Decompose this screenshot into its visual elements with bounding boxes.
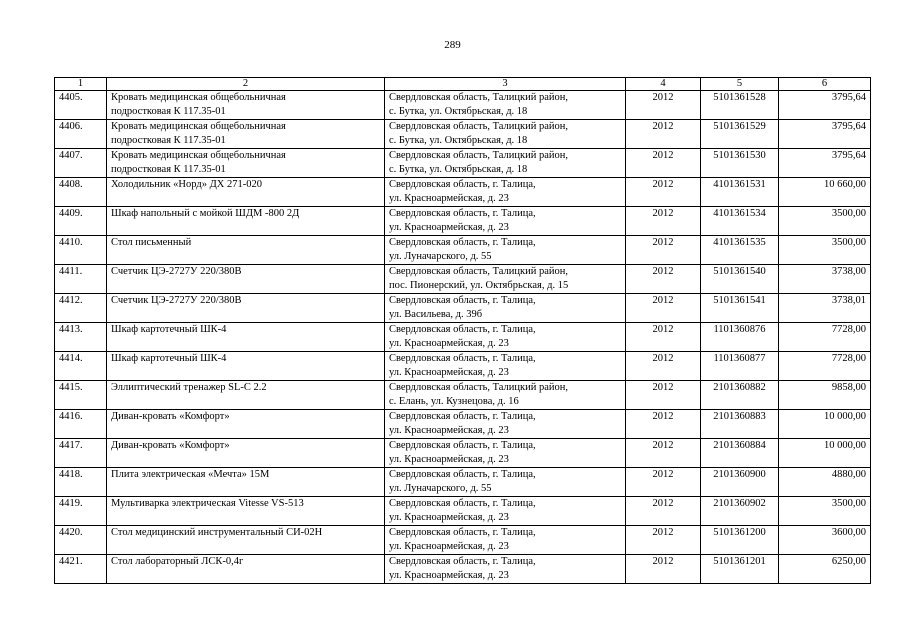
item-inventory-code-cell: 5101361530 [701,149,779,178]
item-address-cell-line: Свердловская область, г. Талица, [389,498,536,509]
item-name-cell-line: Стол письменный [111,237,192,248]
item-name-cell-line: Мультиварка электрическая Vitesse VS-513 [111,498,304,509]
item-number-cell: 4419. [55,497,107,526]
item-year-cell: 2012 [626,120,701,149]
item-address-cell [385,555,626,584]
item-name-cell [107,439,385,468]
item-address-cell-line: с. Елань, ул. Кузнецова, д. 16 [389,396,519,407]
item-inventory-code-cell: 5101361540 [701,265,779,294]
item-name-cell [107,410,385,439]
item-name-cell-line: Кровать медицинская общебольничная [111,121,286,132]
table-row [55,120,871,149]
item-name-cell-line: Кровать медицинская общебольничная [111,92,286,103]
item-name-cell-line: подростковая К 117.35-01 [111,164,226,175]
item-name-cell [107,381,385,410]
item-address-cell [385,323,626,352]
item-name-cell-line: Шкаф картотечный ШК-4 [111,324,227,335]
item-inventory-code-cell: 5101361200 [701,526,779,555]
item-name-cell-line: Шкаф картотечный ШК-4 [111,353,227,364]
item-number-cell: 4408. [55,178,107,207]
item-name-cell [107,265,385,294]
item-number-cell: 4410. [55,236,107,265]
item-year-cell: 2012 [626,526,701,555]
item-inventory-code-cell: 2101360882 [701,381,779,410]
item-number-cell: 4416. [55,410,107,439]
table-row [55,91,871,120]
item-address-cell-line: ул. Красноармейская, д. 23 [389,338,509,349]
item-address-cell-line: ул. Красноармейская, д. 23 [389,570,509,581]
item-year-cell: 2012 [626,323,701,352]
item-address-cell-line: с. Бутка, ул. Октябрьская, д. 18 [389,164,528,175]
item-address-cell [385,294,626,323]
item-address-cell-line: Свердловская область, Талицкий район, [389,92,569,103]
item-inventory-code-cell: 4101361535 [701,236,779,265]
item-address-cell-line: Свердловская область, г. Талица, [389,440,536,451]
item-name-cell [107,178,385,207]
item-year-cell: 2012 [626,294,701,323]
item-address-cell [385,410,626,439]
item-name-cell-line: Холодильник «Норд» ДХ 271-020 [111,179,262,190]
item-cost-cell: 7728,00 [779,323,871,352]
item-inventory-code-cell: 2101360900 [701,468,779,497]
item-address-cell-line: ул. Васильева, д. 39б [389,309,483,320]
property-registry-table [54,77,871,584]
item-inventory-code-cell: 2101360902 [701,497,779,526]
item-year-cell: 2012 [626,149,701,178]
item-year-cell: 2012 [626,468,701,497]
item-address-cell-line: Свердловская область, Талицкий район, [389,266,569,277]
table-row [55,439,871,468]
item-number-cell: 4411. [55,265,107,294]
item-name-cell [107,323,385,352]
item-number-cell: 4409. [55,207,107,236]
item-cost-cell: 3500,00 [779,497,871,526]
item-address-cell-line: ул. Луначарского, д. 55 [389,483,492,494]
item-number-cell: 4406. [55,120,107,149]
item-cost-cell: 9858,00 [779,381,871,410]
item-inventory-code-cell: 1101360877 [701,352,779,381]
item-number-cell: 4420. [55,526,107,555]
item-address-cell-line: ул. Красноармейская, д. 23 [389,222,509,233]
item-address-cell-line: Свердловская область, г. Талица, [389,469,536,480]
item-number-cell: 4417. [55,439,107,468]
item-address-cell-line: с. Бутка, ул. Октябрьская, д. 18 [389,106,528,117]
item-name-cell-line: Шкаф напольный с мойкой ШДМ -800 2Д [111,208,300,219]
item-number-cell: 4407. [55,149,107,178]
item-name-cell [107,149,385,178]
item-name-cell-line: Диван-кровать «Комфорт» [111,411,230,422]
item-address-cell-line: ул. Красноармейская, д. 23 [389,541,509,552]
item-year-cell: 2012 [626,236,701,265]
item-year-cell: 2012 [626,555,701,584]
item-name-cell [107,236,385,265]
item-number-cell: 4405. [55,91,107,120]
item-address-cell-line: Свердловская область, Талицкий район, [389,150,569,161]
item-address-cell-line: Свердловская область, г. Талица, [389,324,536,335]
item-number-cell: 4413. [55,323,107,352]
item-address-cell [385,468,626,497]
item-name-cell-line: подростковая К 117.35-01 [111,106,226,117]
table-row [55,381,871,410]
item-number-cell: 4414. [55,352,107,381]
item-cost-cell: 3600,00 [779,526,871,555]
column-number-header-row [55,78,871,91]
item-address-cell [385,381,626,410]
item-inventory-code-cell: 5101361529 [701,120,779,149]
header-cell: 5 [701,78,779,91]
item-cost-cell: 4880,00 [779,468,871,497]
item-address-cell-line: ул. Луначарского, д. 55 [389,251,492,262]
table-row [55,555,871,584]
item-name-cell [107,91,385,120]
item-address-cell [385,236,626,265]
item-name-cell [107,207,385,236]
header-cell: 4 [626,78,701,91]
item-inventory-code-cell: 5101361201 [701,555,779,584]
item-address-cell-line: Свердловская область, г. Талица, [389,411,536,422]
table-row [55,468,871,497]
item-number-cell: 4415. [55,381,107,410]
header-cell: 2 [107,78,385,91]
item-address-cell-line: с. Бутка, ул. Октябрьская, д. 18 [389,135,528,146]
item-number-cell: 4418. [55,468,107,497]
item-name-cell-line: Счетчик ЦЭ-2727У 220/380В [111,266,242,277]
table-row [55,410,871,439]
item-inventory-code-cell: 1101360876 [701,323,779,352]
item-name-cell-line: Кровать медицинская общебольничная [111,150,286,161]
item-address-cell-line: ул. Красноармейская, д. 23 [389,193,509,204]
table-row [55,294,871,323]
item-year-cell: 2012 [626,410,701,439]
item-name-cell-line: Стол медицинский инструментальный СИ-02Н [111,527,323,538]
item-address-cell [385,120,626,149]
item-name-cell [107,555,385,584]
item-year-cell: 2012 [626,178,701,207]
item-address-cell [385,439,626,468]
table-row [55,207,871,236]
item-year-cell: 2012 [626,207,701,236]
item-address-cell-line: ул. Красноармейская, д. 23 [389,454,509,465]
item-cost-cell: 6250,00 [779,555,871,584]
item-number-cell: 4412. [55,294,107,323]
item-name-cell [107,120,385,149]
item-name-cell [107,352,385,381]
table-row [55,497,871,526]
item-name-cell-line: подростковая К 117.35-01 [111,135,226,146]
table-row [55,323,871,352]
item-inventory-code-cell: 2101360884 [701,439,779,468]
item-address-cell-line: ул. Красноармейская, д. 23 [389,367,509,378]
item-cost-cell: 10 660,00 [779,178,871,207]
item-year-cell: 2012 [626,265,701,294]
item-number-cell: 4421. [55,555,107,584]
header-cell: 6 [779,78,871,91]
item-cost-cell: 3738,00 [779,265,871,294]
item-address-cell-line: Свердловская область, г. Талица, [389,353,536,364]
item-address-cell [385,91,626,120]
item-inventory-code-cell: 4101361531 [701,178,779,207]
page-number: 289 [444,39,461,51]
item-address-cell-line: Свердловская область, г. Талица, [389,295,536,306]
item-cost-cell: 3795,64 [779,91,871,120]
item-address-cell-line: Свердловская область, Талицкий район, [389,121,569,132]
item-year-cell: 2012 [626,381,701,410]
header-cell: 1 [55,78,107,91]
item-cost-cell: 10 000,00 [779,410,871,439]
table-row [55,352,871,381]
item-address-cell-line: Свердловская область, г. Талица, [389,237,536,248]
item-cost-cell: 3795,64 [779,120,871,149]
item-year-cell: 2012 [626,439,701,468]
item-cost-cell: 10 000,00 [779,439,871,468]
item-inventory-code-cell: 5101361541 [701,294,779,323]
item-address-cell [385,149,626,178]
item-address-cell-line: Свердловская область, Талицкий район, [389,382,569,393]
item-address-cell [385,207,626,236]
item-name-cell [107,526,385,555]
item-address-cell [385,265,626,294]
table-row [55,149,871,178]
item-name-cell-line: Плита электрическая «Мечта» 15М [111,469,270,480]
item-cost-cell: 3738,01 [779,294,871,323]
item-name-cell-line: Стол лабораторный ЛСК-0,4г [111,556,244,567]
table-row [55,178,871,207]
item-cost-cell: 3500,00 [779,236,871,265]
table-row [55,526,871,555]
item-address-cell [385,526,626,555]
item-cost-cell: 3500,00 [779,207,871,236]
item-inventory-code-cell: 2101360883 [701,410,779,439]
item-name-cell-line: Эллиптический тренажер SL-C 2.2 [111,382,267,393]
item-year-cell: 2012 [626,352,701,381]
item-name-cell [107,468,385,497]
item-address-cell [385,178,626,207]
item-address-cell-line: Свердловская область, г. Талица, [389,556,536,567]
item-year-cell: 2012 [626,497,701,526]
item-cost-cell: 3795,64 [779,149,871,178]
item-address-cell [385,497,626,526]
item-inventory-code-cell: 4101361534 [701,207,779,236]
item-address-cell-line: Свердловская область, г. Талица, [389,208,536,219]
item-name-cell [107,294,385,323]
item-year-cell: 2012 [626,91,701,120]
item-name-cell [107,497,385,526]
item-address-cell-line: Свердловская область, г. Талица, [389,179,536,190]
item-address-cell [385,352,626,381]
table-row [55,265,871,294]
table-row [55,236,871,265]
header-cell: 3 [385,78,626,91]
item-address-cell-line: Свердловская область, г. Талица, [389,527,536,538]
item-address-cell-line: ул. Красноармейская, д. 23 [389,425,509,436]
item-name-cell-line: Диван-кровать «Комфорт» [111,440,230,451]
item-name-cell-line: Счетчик ЦЭ-2727У 220/380В [111,295,242,306]
item-address-cell-line: ул. Красноармейская, д. 23 [389,512,509,523]
item-cost-cell: 7728,00 [779,352,871,381]
item-address-cell-line: пос. Пионерский, ул. Октябрьская, д. 15 [389,280,569,291]
item-inventory-code-cell: 5101361528 [701,91,779,120]
